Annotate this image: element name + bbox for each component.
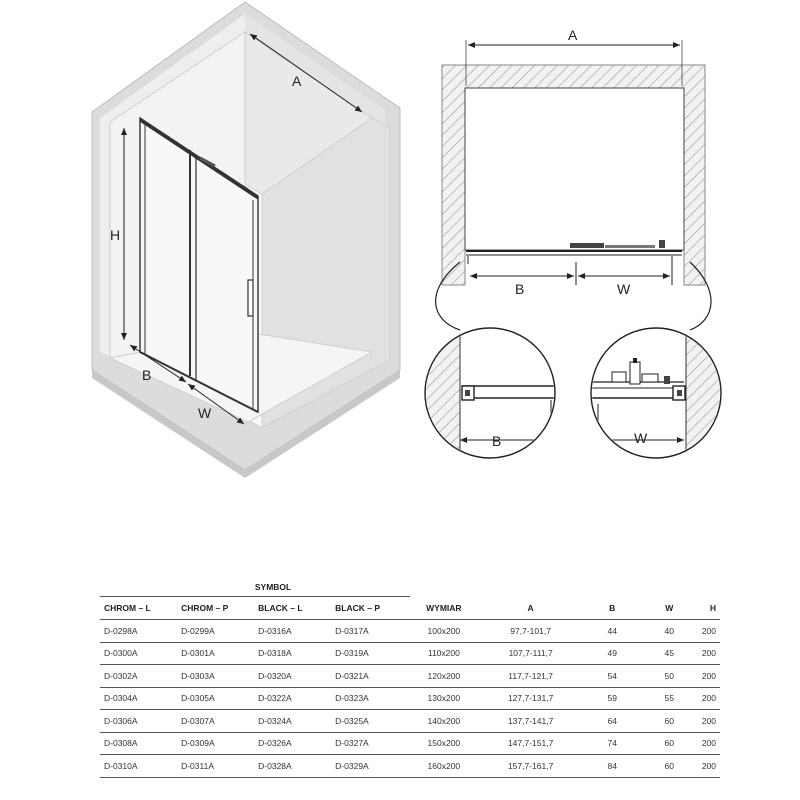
cell-h: 200 [698,732,720,755]
symbol-header: SYMBOL [100,578,410,597]
cell-a: 107,7-111,7 [478,642,584,665]
plan-label-B: B [515,281,525,297]
iso-label-B: B [142,367,152,383]
cell-b: 84 [584,755,641,778]
cell-chrom-p: D-0309A [177,732,254,755]
plan-view [436,27,711,330]
cell-chrom-l: D-0300A [100,642,177,665]
cell-black-l: D-0326A [254,732,331,755]
cell-wymiar: 110x200 [410,642,477,665]
cell-black-l: D-0328A [254,755,331,778]
cell-chrom-p: D-0311A [177,755,254,778]
cell-wymiar: 150x200 [410,732,477,755]
cell-a: 157,7-161,7 [478,755,584,778]
cell-wymiar: 120x200 [410,665,477,688]
col-w: W [641,597,698,620]
cell-w: 50 [641,665,698,688]
table-row [100,665,720,688]
cell-b: 44 [584,620,641,643]
cell-chrom-l: D-0310A [100,755,177,778]
col-black-l: BLACK – L [254,597,331,620]
plan-label-W: W [617,281,631,297]
table-row [100,620,720,643]
cell-wymiar: 160x200 [410,755,477,778]
cell-black-p: D-0329A [331,755,410,778]
cell-h: 200 [698,665,720,688]
symbol-row [100,578,720,597]
cell-black-p: D-0317A [331,620,410,643]
cell-h: 200 [698,687,720,710]
cell-chrom-l: D-0298A [100,620,177,643]
detail-label-B: B [492,433,502,449]
cell-b: 59 [584,687,641,710]
cell-black-l: D-0324A [254,710,331,733]
cell-w: 60 [641,732,698,755]
iso-label-W: W [198,405,212,421]
cell-black-p: D-0325A [331,710,410,733]
col-a: A [478,597,584,620]
cell-chrom-p: D-0305A [177,687,254,710]
cell-h: 200 [698,710,720,733]
table-row [100,732,720,755]
cell-wymiar: 130x200 [410,687,477,710]
cell-chrom-p: D-0299A [177,620,254,643]
cell-black-p: D-0327A [331,732,410,755]
col-wymiar: WYMIAR [410,597,477,620]
col-chrom-l: CHROM – L [100,597,177,620]
detail-right [590,320,726,470]
col-black-p: BLACK – P [331,597,410,620]
cell-a: 137,7-141,7 [478,710,584,733]
cell-wymiar: 100x200 [410,620,477,643]
plan-label-A: A [568,27,578,43]
cell-chrom-p: D-0307A [177,710,254,733]
cell-a: 97,7-101,7 [478,620,584,643]
cell-black-p: D-0321A [331,665,410,688]
cell-h: 200 [698,755,720,778]
cell-chrom-l: D-0302A [100,665,177,688]
cell-black-l: D-0318A [254,642,331,665]
cell-b: 74 [584,732,641,755]
cell-a: 127,7-131,7 [478,687,584,710]
cell-b: 54 [584,665,641,688]
detail-label-W: W [634,430,648,446]
cell-h: 200 [698,642,720,665]
spec-table [100,578,720,778]
table-body [100,620,720,778]
cell-chrom-p: D-0303A [177,665,254,688]
cell-h: 200 [698,620,720,643]
cell-w: 55 [641,687,698,710]
cell-black-p: D-0319A [331,642,410,665]
col-chrom-p: CHROM – P [177,597,254,620]
col-b: B [584,597,641,620]
detail-left [420,320,560,470]
cell-black-l: D-0322A [254,687,331,710]
iso-label-A: A [292,73,302,89]
cell-w: 40 [641,620,698,643]
cell-chrom-l: D-0306A [100,710,177,733]
cell-chrom-l: D-0304A [100,687,177,710]
cell-w: 60 [641,710,698,733]
col-h: H [698,597,720,620]
iso-label-H: H [110,227,121,243]
cell-black-l: D-0320A [254,665,331,688]
cell-b: 49 [584,642,641,665]
table-row [100,710,720,733]
cell-wymiar: 140x200 [410,710,477,733]
column-headers [100,597,720,620]
cell-w: 45 [641,642,698,665]
cell-black-p: D-0323A [331,687,410,710]
cell-chrom-p: D-0301A [177,642,254,665]
cell-a: 117,7-121,7 [478,665,584,688]
table-row [100,755,720,778]
cell-b: 64 [584,710,641,733]
cell-black-l: D-0316A [254,620,331,643]
cell-a: 147,7-151,7 [478,732,584,755]
table-row [100,687,720,710]
table-row [100,642,720,665]
cell-w: 60 [641,755,698,778]
cell-chrom-l: D-0308A [100,732,177,755]
